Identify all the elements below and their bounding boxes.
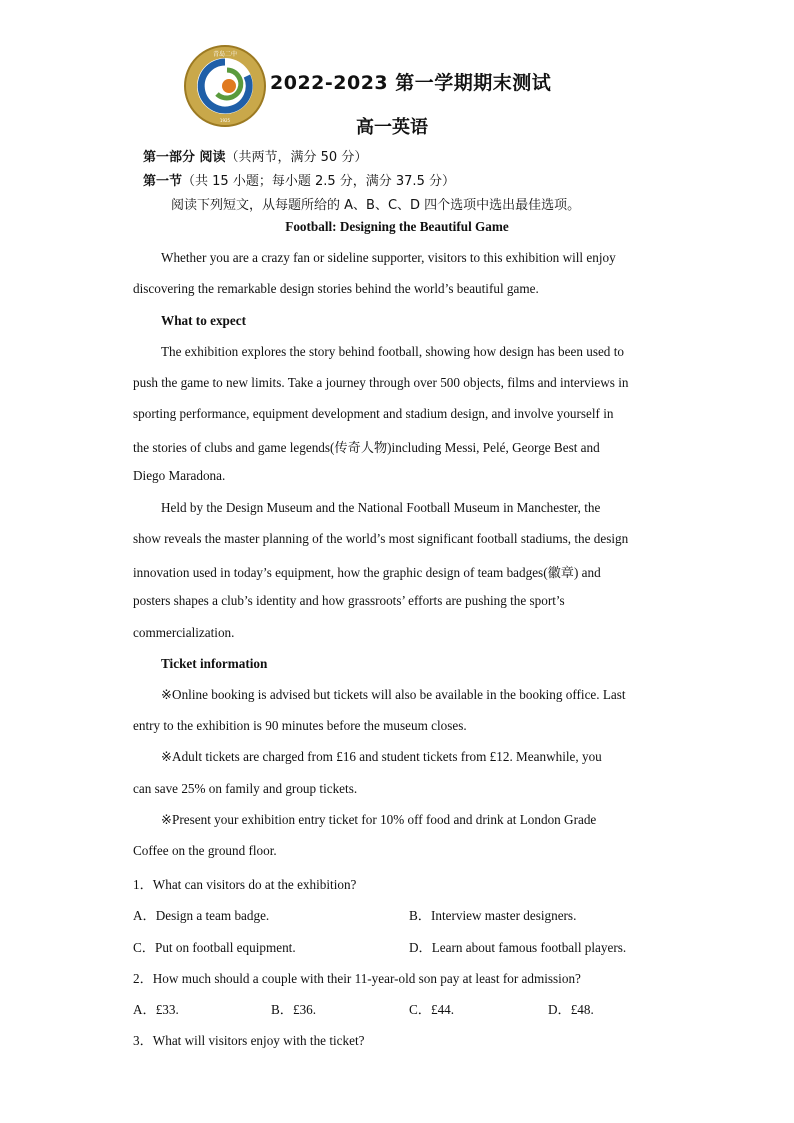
school-logo bbox=[183, 44, 267, 128]
passage-title: Football: Designing the Beautiful Game bbox=[285, 219, 509, 234]
subheading-what-to-expect: What to expect bbox=[161, 313, 246, 328]
question-2-option-b[interactable]: B．£36. bbox=[271, 1002, 317, 1017]
subheading-ticket-information: Ticket information bbox=[161, 656, 268, 671]
part-heading bbox=[143, 146, 367, 165]
question-1-stem: 1．What can visitors do at the exhibition? bbox=[133, 877, 357, 892]
passage-line: innovation used in today’s equipment, how the graphic design of team badges(徽章) and bbox=[133, 565, 601, 580]
question-2-option-d[interactable]: D．£48. bbox=[548, 1002, 594, 1017]
question-1-option-c[interactable]: C．Put on football equipment. bbox=[133, 940, 296, 955]
passage-line: The exhibition explores the story behind football, showing how design has been used to bbox=[161, 344, 624, 359]
question-1-option-b[interactable]: B．Interview master designers. bbox=[409, 908, 577, 923]
question-2-option-c[interactable]: C．£44. bbox=[409, 1002, 455, 1017]
passage-line: discovering the remarkable design stories behind the world’s beautiful game. bbox=[133, 281, 539, 296]
logo-year: 1925 bbox=[219, 118, 231, 123]
passage-line: sporting performance, equipment development and stadium design, and involve yourself in bbox=[133, 406, 614, 421]
passage-line: the stories of clubs and game legends(传奇人物)including Messi, Pelé, George Best and bbox=[133, 440, 600, 455]
passage-line: Held by the Design Museum and the National Football Museum in Manchester, the bbox=[161, 500, 601, 515]
part-desc: （共两节，满分 50 分） bbox=[225, 150, 368, 165]
passage-line: ※Present your exhibition entry ticket for 10% off food and drink at London Grade bbox=[161, 812, 597, 827]
passage-line: show reveals the master planning of the world’s most significant football stadiums, the design bbox=[133, 531, 629, 546]
exam-subject: 高一英语 bbox=[356, 117, 428, 138]
logo-chinese-text: 青岛二中 bbox=[212, 51, 238, 58]
question-2-option-a[interactable]: A．£33. bbox=[133, 1002, 179, 1017]
part-label: 第一部分 阅读 bbox=[143, 150, 226, 165]
directions: 阅读下列短文，从每题所给的 A、B、C、D 四个选项中选出最佳选项。 bbox=[171, 198, 581, 213]
section-heading bbox=[143, 170, 455, 189]
passage-line: Diego Maradona. bbox=[133, 468, 226, 483]
question-1-option-d[interactable]: D．Learn about famous football players. bbox=[409, 940, 627, 955]
passage-line: entry to the exhibition is 90 minutes before the museum closes. bbox=[133, 718, 467, 733]
passage-line: ※Online booking is advised but tickets will also be available in the booking office. Last bbox=[161, 687, 626, 702]
passage-line: Whether you are a crazy fan or sideline supporter, visitors to this exhibition will enjoy bbox=[161, 250, 616, 265]
section-desc: （共 15 小题；每小题 2.5 分，满分 37.5 分） bbox=[182, 174, 455, 189]
passage-line: commercialization. bbox=[133, 625, 235, 640]
exam-title: 2022-2023 第一学期期末测试 bbox=[270, 72, 552, 94]
passage-line: Coffee on the ground floor. bbox=[133, 843, 277, 858]
question-2-stem: 2．How much should a couple with their 11-year-old son pay at least for admission? bbox=[133, 971, 581, 986]
section-label: 第一节 bbox=[143, 174, 183, 189]
question-3-stem: 3．What will visitors enjoy with the ticket? bbox=[133, 1033, 365, 1048]
question-1-option-a[interactable]: A．Design a team badge. bbox=[133, 908, 270, 923]
passage-line: can save 25% on family and group tickets. bbox=[133, 781, 358, 796]
passage-line: posters shapes a club’s identity and how grassroots’ efforts are pushing the sport’s bbox=[133, 593, 565, 608]
passage-line: ※Adult tickets are charged from £16 and student tickets from £12. Meanwhile, you bbox=[161, 749, 602, 764]
passage-line: push the game to new limits. Take a journey through over 500 objects, films and interviews in bbox=[133, 375, 629, 390]
